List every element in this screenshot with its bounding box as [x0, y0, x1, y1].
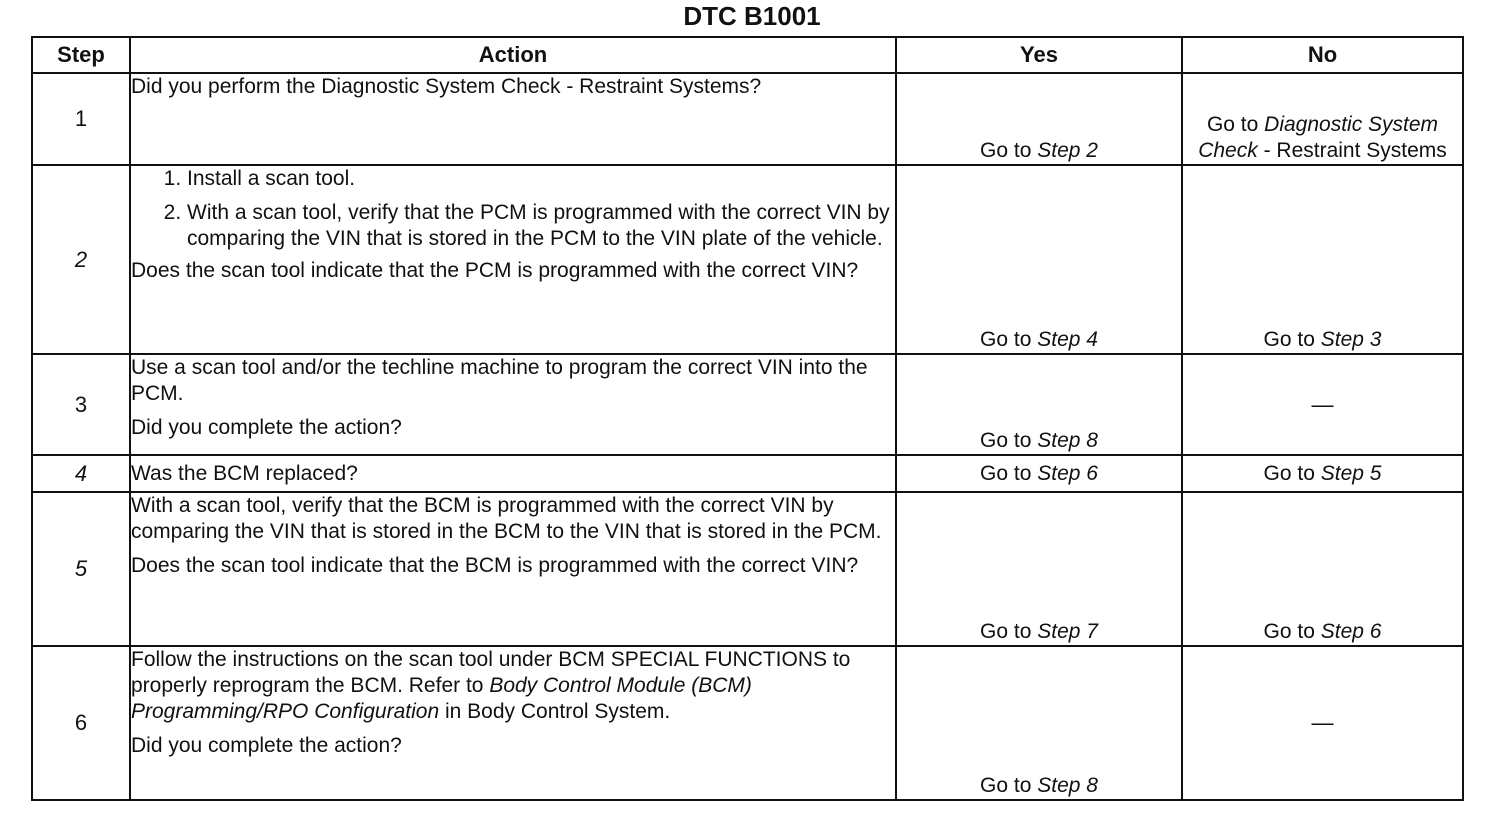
no-cell	[1182, 455, 1463, 492]
yes-cell	[896, 73, 1182, 165]
no-target: Diagnostic System Check	[1198, 113, 1439, 162]
yes-target: Step 7	[1037, 620, 1098, 643]
header-no: No	[1182, 37, 1463, 73]
yes-cell	[896, 354, 1182, 455]
step-number: 6	[32, 646, 130, 800]
action-cell	[130, 492, 896, 646]
yes-prefix: Go to	[980, 774, 1032, 797]
action-reference: Body Control Module (BCM) Programming/RPO Configuration	[131, 674, 752, 723]
no-prefix: Go to	[1263, 620, 1315, 643]
table-row	[32, 646, 1463, 800]
action-text: Use a scan tool and/or the techline machine to program the correct VIN into the PCM.	[131, 356, 868, 405]
no-prefix: Go to	[1206, 113, 1259, 136]
action-question: Does the scan tool indicate that the BCM is programmed with the correct VIN?	[131, 554, 859, 577]
substep-item: 1. Install a scan tool.	[187, 166, 895, 192]
table-row	[32, 165, 1463, 354]
table-header-row	[32, 37, 1463, 73]
table-row	[32, 354, 1463, 455]
action-question: Does the scan tool indicate that the PCM is programmed with the correct VIN?	[131, 259, 859, 282]
yes-target: Step 8	[1037, 429, 1098, 452]
step-number: 3	[32, 354, 130, 455]
step-number: 2	[32, 165, 130, 354]
yes-target: Step 8	[1037, 774, 1098, 797]
table-row	[32, 492, 1463, 646]
action-text: With a scan tool, verify that the BCM is programmed with the correct VIN by comparing the VIN that is stored in the BCM to the VIN that is stored in the PCM.	[131, 494, 882, 543]
action-text	[131, 647, 895, 725]
header-action: Action	[130, 37, 896, 73]
yes-cell	[896, 455, 1182, 492]
yes-target: Step 4	[1037, 328, 1098, 351]
header-step: Step	[32, 37, 130, 73]
action-cell	[130, 455, 896, 492]
substep-item: 2. With a scan tool, verify that the PCM is programmed with the correct VIN by comparing the VIN that is stored in the PCM to the VIN plate of the vehicle.	[187, 200, 895, 252]
no-prefix: Go to	[1263, 461, 1315, 485]
action-cell	[130, 73, 896, 165]
substep-list	[131, 166, 895, 252]
step-number: 4	[32, 455, 130, 492]
action-question: Did you perform the Diagnostic System Check - Restraint Systems?	[131, 75, 762, 98]
yes-target: Step 2	[1037, 139, 1098, 162]
yes-cell	[896, 492, 1182, 646]
no-suffix: - Restraint Systems	[1263, 139, 1447, 162]
yes-target: Step 6	[1037, 461, 1098, 485]
yes-cell	[896, 646, 1182, 800]
action-cell	[130, 646, 896, 800]
action-text-b: in Body Control System.	[444, 700, 671, 723]
yes-prefix: Go to	[980, 328, 1032, 351]
diagnostic-table	[31, 36, 1464, 801]
action-cell	[130, 354, 896, 455]
table-row	[32, 455, 1463, 492]
no-cell	[1182, 492, 1463, 646]
no-target: Step 5	[1320, 461, 1382, 485]
action-question: Did you complete the action?	[131, 416, 402, 439]
table-row	[32, 73, 1463, 165]
no-cell: —	[1182, 646, 1463, 800]
no-target: Step 6	[1320, 620, 1382, 643]
no-cell	[1182, 165, 1463, 354]
action-question: Was the BCM replaced?	[131, 461, 358, 485]
action-text-a: Follow the instructions on the scan tool under BCM SPECIAL FUNCTIONS to properly reprogram the BCM. Refer to	[131, 648, 851, 697]
step-number: 5	[32, 492, 130, 646]
action-question: Did you complete the action?	[131, 734, 402, 757]
no-cell	[1182, 73, 1463, 165]
page-title: DTC B1001	[683, 1, 821, 31]
no-cell: —	[1182, 354, 1463, 455]
no-target: Step 3	[1320, 328, 1382, 351]
action-cell	[130, 165, 896, 354]
yes-prefix: Go to	[980, 620, 1032, 643]
yes-prefix: Go to	[980, 429, 1032, 452]
header-yes: Yes	[896, 37, 1182, 73]
yes-prefix: Go to	[980, 461, 1032, 485]
yes-cell	[896, 165, 1182, 354]
step-number: 1	[32, 73, 130, 165]
yes-prefix: Go to	[980, 139, 1032, 162]
no-prefix: Go to	[1263, 328, 1315, 351]
